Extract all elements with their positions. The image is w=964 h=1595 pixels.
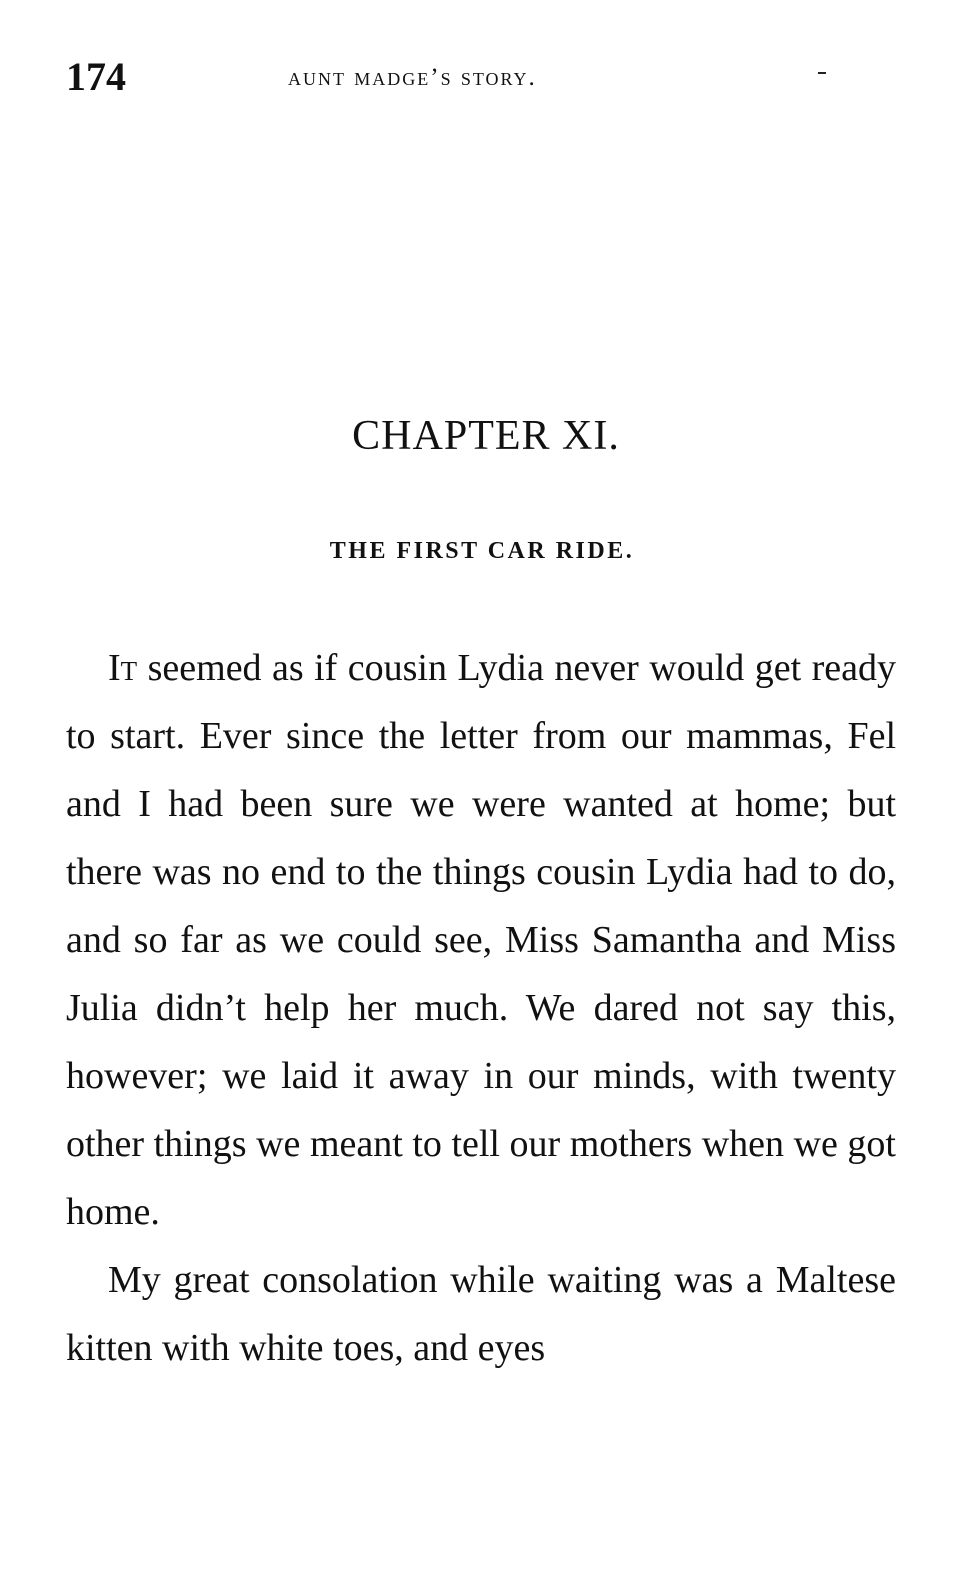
chapter-subtitle (0, 535, 964, 567)
paragraph (66, 634, 896, 1246)
chapter-heading (0, 408, 964, 464)
header-mark (818, 72, 826, 74)
running-header (66, 52, 826, 102)
running-title: aunt madge’s story. (288, 64, 537, 91)
paragraph: My great consolation while waiting was a Maltese kitten with white toes, and eyes (66, 1259, 896, 1369)
chapter-subtitle-text: THE FIRST CAR RIDE. (329, 538, 635, 564)
body-text (66, 634, 896, 1382)
page-number: 174 (66, 54, 126, 99)
chapter-heading-text: CHAPTER XI. (352, 413, 620, 459)
paragraph-text: seemed as if cousin Lydia never would get ready to start. Ever since the letter from our mammas, Fel and I had been sure we were wanted at home; but there was no end to the things cousin Lydia had to do, and so far as we could see, Miss Samantha and Miss Julia didn’t help her much. We dared not say this, however; we laid it away in our minds, with twenty other things we meant to tell our mothers when we got home. (66, 647, 896, 1233)
paragraph-lead-word: It (108, 647, 138, 689)
